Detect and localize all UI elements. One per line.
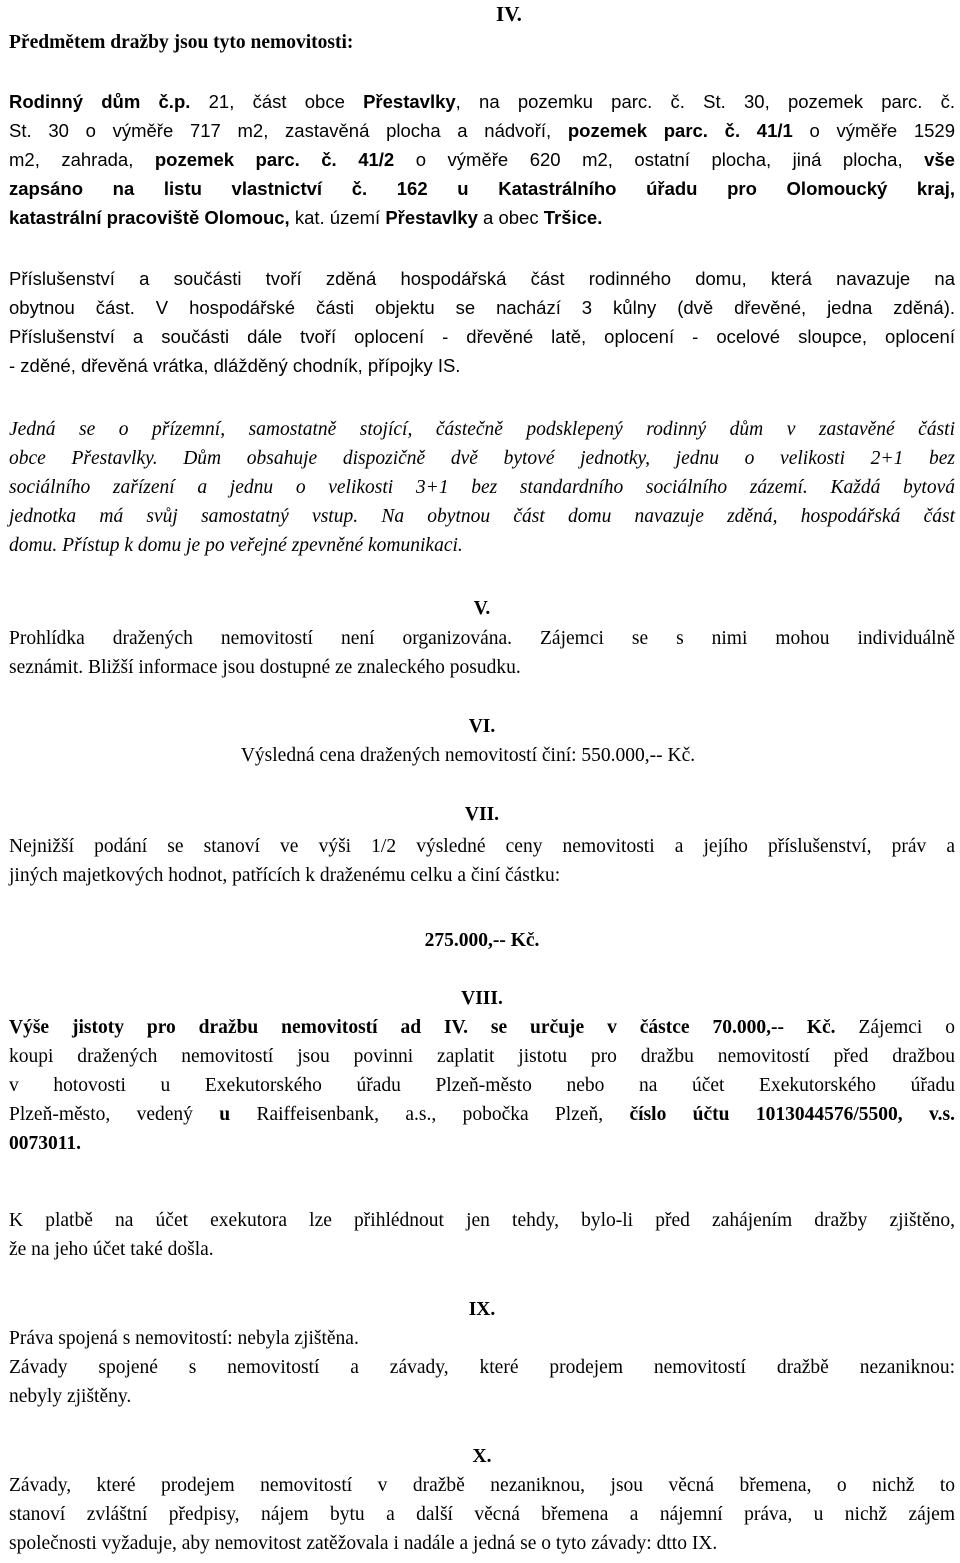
text-segment: Přestavlky [385, 207, 478, 228]
property-description [9, 87, 955, 232]
text-line [9, 116, 955, 145]
accessories-line: Příslušenství a součásti dále tvoří oplocení - dřevěné latě, oplocení - ocelové sloupce, oplocení [9, 326, 955, 347]
text-line [9, 174, 955, 203]
text-segment: Plzeň-město, vedený [9, 1104, 220, 1125]
text-segment: pozemek parc. č. 41/2 [154, 149, 395, 170]
lowest-bid-line: Nejnižší podání se stanoví ve výši 1/2 výsledné ceny nemovitosti a jejího příslušenství, práv a [9, 836, 955, 857]
text-segment: Zájemci o [835, 1017, 955, 1038]
inspection-paragraph [9, 624, 955, 682]
description-line: jednotka má svůj samostatný vstup. Na obytnou část domu navazuje zděná, hospodářská část [9, 506, 955, 527]
inspection-line: Prohlídka dražených nemovitostí není organizována. Zájemci se s nimi mohou individuálně [9, 628, 955, 649]
text-segment: Raiffeisenbank, a.s., pobočka Plzeň, [230, 1104, 630, 1125]
text-segment: pozemek parc. č. 41/1 [567, 120, 793, 141]
section-vii-heading: VII. [464, 804, 500, 825]
inspection-line: seznámit. Bližší informace jsou dostupné ze znaleckého posudku. [9, 657, 521, 678]
text-segment: 21, část obce [208, 91, 364, 112]
section-x-heading: X. [472, 1446, 492, 1467]
text-line [9, 145, 955, 174]
section-ix-heading: IX. [468, 1299, 496, 1320]
section-vi-heading: VI. [468, 716, 496, 737]
defects-paragraph [9, 1353, 955, 1411]
description-line: Jedná se o přízemní, samostatně stojící, částečně podsklepený rodinný dům v zastavěné části [9, 419, 955, 440]
payment-note-line: že na jeho účet také došla. [9, 1239, 214, 1260]
accessories-paragraph [9, 264, 955, 380]
text-segment: Přestavlky [363, 91, 456, 112]
encumbrances-line: společnosti vyžaduje, aby nemovitost zatěžovala i nadále a jedná se o tyto závady: dtto IX. [9, 1533, 718, 1554]
text-segment: o výměře 1529 [792, 120, 955, 141]
text-segment: v hotovosti u Exekutorského úřadu Plzeň-město nebo na účet Exekutorského úřadu [9, 1075, 955, 1096]
lowest-bid-paragraph [9, 832, 955, 890]
text-segment: zapsáno na listu vlastnictví č. 162 u Katastrálního úřadu pro Olomoucký kraj, [9, 178, 955, 199]
text-segment: u [219, 1104, 231, 1125]
text-segment: o výměře 620 m2, ostatní plocha, jiná plocha, [394, 149, 925, 170]
encumbrances-line: stanoví zvláštní předpisy, nájem bytu a další věcná břemena a nájemní práva, u nichž zájem [9, 1504, 955, 1525]
text-segment: Výše jistoty pro dražbu nemovitostí ad IV. se určuje v částce 70.000,-- Kč. [9, 1017, 836, 1038]
lowest-bid-line: jiných majetkových hodnot, patřících k draženému celku a činí částku: [9, 865, 561, 886]
text-line [9, 1129, 955, 1158]
text-line [9, 1100, 955, 1129]
text-line [9, 203, 955, 232]
accessories-line: obytnou část. V hospodářské části objektu se nachází 3 kůlny (dvě dřevěné, jedna zděná). [9, 297, 955, 318]
resulting-price: Výsledná cena dražených nemovitostí činí: 550.000,-- Kč. [240, 745, 696, 766]
text-segment: Tršice. [543, 207, 603, 228]
section-v-heading: V. [473, 598, 491, 619]
encumbrances-line: Závady, které prodejem nemovitostí v dražbě nezaniknou, jsou věcná břemena, o nichž to [9, 1475, 955, 1496]
defects-line: nebyly zjištěny. [9, 1386, 132, 1407]
payment-note-line: K platbě na účet exekutora lze přihlédnout jen tehdy, bylo-li před zahájením dražby zjištěno, [9, 1210, 955, 1231]
description-line: domu. Přístup k domu je po veřejné zpevněné komunikaci. [9, 535, 463, 556]
accessories-line: Příslušenství a součásti tvoří zděná hospodářská část rodinného domu, která navazuje na [9, 268, 955, 289]
text-line [9, 1013, 955, 1042]
subject-intro: Předmětem dražby jsou tyto nemovitosti: [9, 32, 354, 53]
description-line: obce Přestavlky. Dům obsahuje dispozičně dvě bytové jednotky, jednu o velikosti 2+1 bez [9, 448, 955, 469]
text-segment: a obec [477, 207, 544, 228]
text-line [9, 1042, 955, 1071]
encumbrances-paragraph [9, 1471, 955, 1558]
deposit-paragraph [9, 1013, 955, 1158]
section-viii-heading: VIII. [461, 988, 503, 1009]
text-segment: katastrální pracoviště Olomouc, [9, 207, 290, 228]
description-line: sociálního zařízení a jednu o velikosti 3+1 bez standardního sociálního zázemí. Každá bytová [9, 477, 955, 498]
lowest-bid-amount: 275.000,-- Kč. [424, 930, 540, 951]
text-line [9, 87, 955, 116]
rights-line: Práva spojená s nemovitostí: nebyla zjištěna. [9, 1328, 359, 1349]
house-description [9, 415, 955, 560]
accessories-line: - zděné, dřevěná vrátka, dlážděný chodník, přípojky IS. [9, 355, 461, 376]
text-segment: číslo účtu 1013044576/5500, v.s. [629, 1104, 955, 1125]
text-segment: vše [924, 149, 955, 170]
text-segment: koupi dražených nemovitostí jsou povinni zaplatit jistotu pro dražbu nemovitostí před dražbou [9, 1046, 955, 1067]
text-segment: 0073011. [9, 1133, 82, 1154]
section-iv-heading: IV. [496, 2, 522, 26]
text-segment: Rodinný dům č.p. [9, 91, 209, 112]
text-segment: St. 30 o výměře 717 m2, zastavěná plocha a nádvoří, [9, 120, 568, 141]
payment-note [9, 1206, 955, 1264]
text-line [9, 1071, 955, 1100]
text-segment: , na pozemku parc. č. St. 30, pozemek parc. č. [455, 91, 955, 112]
text-segment: kat. území [289, 207, 386, 228]
text-segment: m2, zahrada, [9, 149, 155, 170]
defects-line: Závady spojené s nemovitostí a závady, které prodejem nemovitostí dražbě nezaniknou: [9, 1357, 955, 1378]
